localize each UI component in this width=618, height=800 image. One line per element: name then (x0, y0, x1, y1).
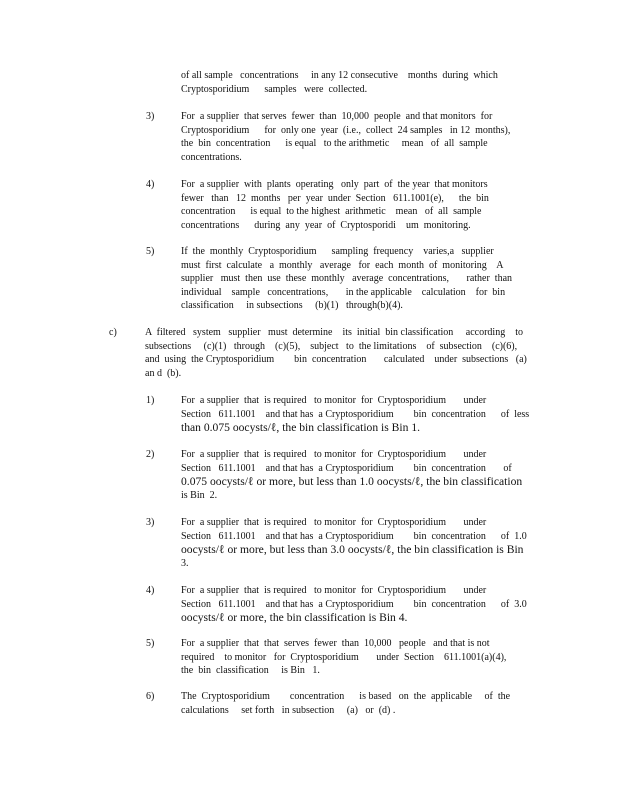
subsection-b3-paragraph (181, 110, 541, 164)
section-letter: c) (109, 327, 117, 338)
text-line: the bin concentration is equal to the arithmetic mean of all sample (181, 138, 488, 149)
text-line: 0.075 oocysts/ℓ or more, but less than 1.0 oocysts/ℓ, the bin classification (181, 475, 523, 488)
text-line: If the monthly Cryptosporidium sampling frequency varies,a supplier (181, 246, 494, 257)
text-line: the bin classification is Bin 1. (181, 665, 320, 676)
text-line: The Cryptosporidium concentration is based on the applicable of the (181, 691, 511, 702)
text-line: Section 611.1001 and that has a Cryptosporidium bin concentration of (181, 462, 512, 474)
text-line: Section 611.1001 and that has a Cryptosporidium bin concentration of less (181, 408, 530, 420)
text-line: and using the Cryptosporidium bin concentration calculated under subsections (a) (145, 354, 527, 365)
text-line: classification in subsections (b)(1) through(b)(4). (181, 300, 403, 311)
text-line: oocysts/ℓ or more, the bin classification is Bin 4. (181, 611, 408, 624)
item-number: 3) (146, 517, 155, 528)
text-line: supplier must then use these monthly average concentrations, rather than (181, 273, 513, 284)
item-number: 1) (146, 395, 155, 406)
text-line: For a supplier with plants operating only part of the year that monitors (181, 179, 488, 190)
subsection-c4-paragraph (181, 584, 541, 625)
text-line: an d (b). (145, 367, 182, 379)
continuation-paragraph (181, 69, 541, 96)
text-line: For a supplier that is required to monitor for Cryptosporidium under (181, 517, 487, 528)
text-line: must first calculate a monthly average for each month of monitoring A (181, 259, 504, 271)
text-line: required to monitor for Cryptosporidium under Section 611.1001(a)(4), (181, 651, 507, 663)
text-line: Section 611.1001 and that has a Cryptosporidium bin concentration of 1.0 (181, 530, 527, 542)
text-line: oocysts/ℓ or more, but less than 3.0 oocysts/ℓ, the bin classification is Bin (181, 543, 524, 556)
subsection-c1-paragraph (181, 394, 541, 435)
text-line: concentration is equal to the highest arithmetic mean of all sample (181, 206, 482, 217)
text-line: fewer than 12 months per year under Section 611.1001(e), the bin (181, 192, 489, 204)
text-line: of all sample concentrations in any 12 consecutive months during which (181, 70, 498, 81)
text-line: For a supplier that is required to monitor for Cryptosporidium under (181, 585, 487, 596)
text-line: than 0.075 oocysts/ℓ, the bin classification is Bin 1. (181, 421, 421, 434)
item-number: 5) (146, 246, 155, 257)
subsection-c2-paragraph (181, 448, 541, 502)
subsection-c5-paragraph (181, 637, 541, 678)
text-line: concentrations during any year of Cryptosporidi um monitoring. (181, 219, 471, 231)
text-line: 3. (181, 557, 189, 569)
item-number: 3) (146, 111, 155, 122)
item-number: 4) (146, 585, 155, 596)
item-number: 2) (146, 449, 155, 460)
text-line: is Bin 2. (181, 489, 218, 501)
item-number: 5) (146, 638, 155, 649)
item-number: 4) (146, 179, 155, 190)
text-line: concentrations. (181, 151, 242, 163)
text-line: individual sample concentrations, in the applicable calculation for bin (181, 286, 506, 298)
section-c-paragraph (145, 326, 545, 380)
text-line: Section 611.1001 and that has a Cryptosporidium bin concentration of 3.0 (181, 598, 527, 610)
text-line: For a supplier that serves fewer than 10,000 people and that monitors for (181, 111, 493, 122)
text-line: For a supplier that is required to monitor for Cryptosporidium under (181, 449, 487, 460)
item-number: 6) (146, 691, 155, 702)
subsection-b5-paragraph (181, 245, 541, 313)
subsection-c6-paragraph (181, 690, 541, 717)
text-line: Cryptosporidium samples were collected. (181, 83, 368, 95)
text-line: A filtered system supplier must determine its initial bin classification according to (145, 327, 523, 338)
text-line: calculations set forth in subsection (a) or (d) . (181, 704, 396, 716)
text-line: subsections (c)(1) through (c)(5), subject to the limitations of subsection (c)(6), (145, 340, 518, 352)
subsection-c3-paragraph (181, 516, 541, 570)
text-line: Cryptosporidium for only one year (i.e., collect 24 samples in 12 months), (181, 124, 511, 136)
text-line: For a supplier that that serves fewer than 10,000 people and that is not (181, 638, 490, 649)
text-line: For a supplier that is required to monitor for Cryptosporidium under (181, 395, 487, 406)
subsection-b4-paragraph (181, 178, 541, 232)
